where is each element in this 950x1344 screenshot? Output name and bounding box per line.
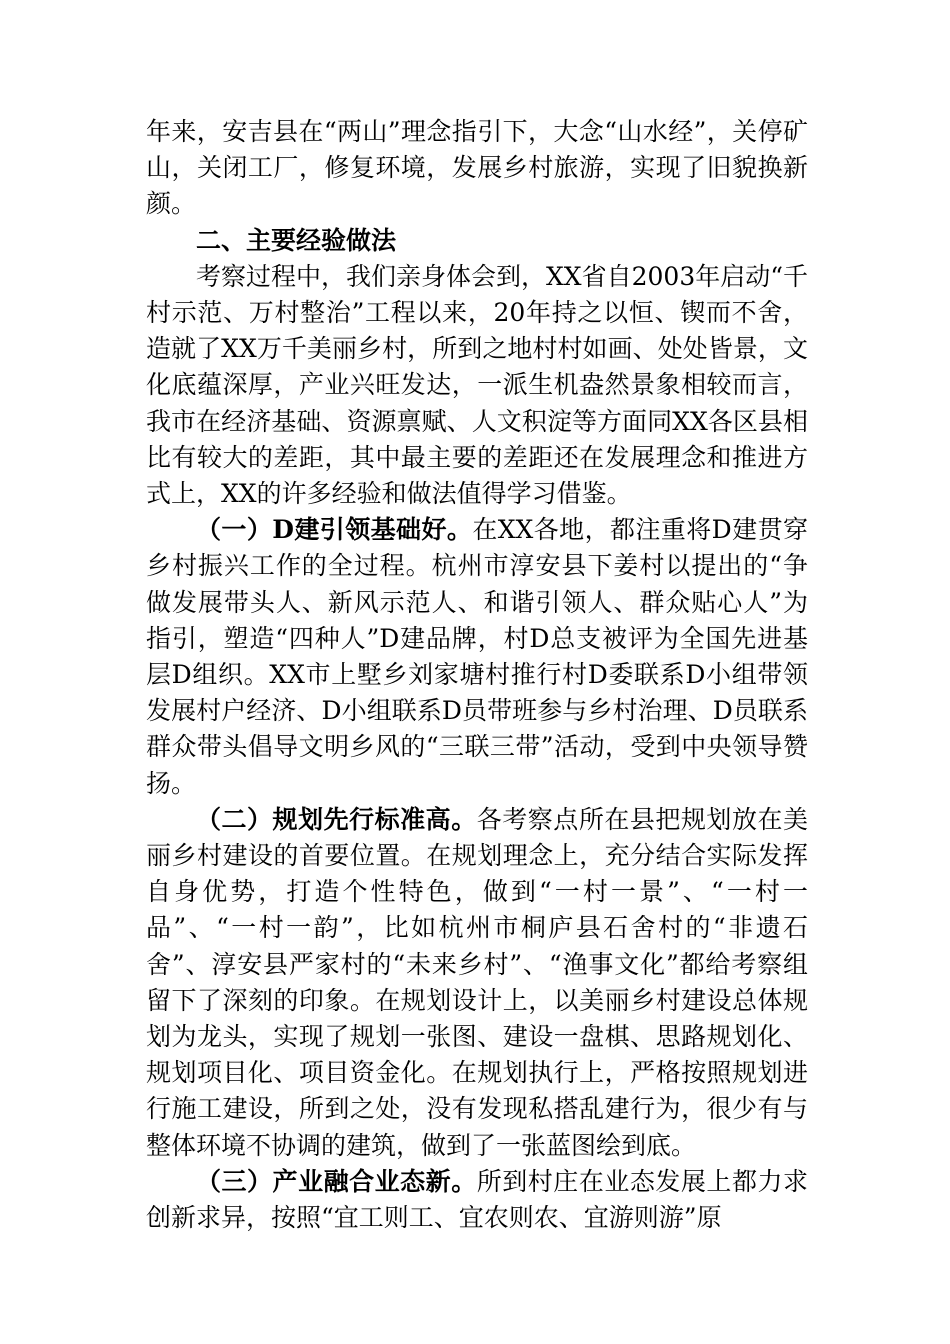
paragraph-overview: 考察过程中，我们亲身体会到，XX省自2003年启动“千村示范、万村整治”工程以来，20年持之以恒、锲而不舍，造就了XX万千美丽乡村，所到之地村村如画、处处皆景，文化底蕴深厚，产业兴旺发达，一派生机盎然景象相较而言，我市在经济基础、资源禀赋、人文积淀等方面同XX各区县相比有较大的差距，其中最主要的差距还在发展理念和推进方式上，XX的许多经验和做法值得学习借鉴。 (146, 261, 809, 509)
paragraph-item-1 (146, 512, 808, 802)
item-2-body: 各考察点所在县把规划放在美丽乡村建设的首要位置。在规划理念上，充分结合实际发挥自身优势，打造个性特色，做到“一村一景”、“一村一品”、“一村一韵”，比如杭州市桐庐县石舍村的“非遗石舍”、淳安县严家村的“未来乡村”、“渔事文化”都给考察组留下了深刻的印象。在规划设计上，以美丽乡村建设总体规划为龙头，实现了规划一张图、建设一盘棋、思路规划化、规划项目化、项目资金化。在规划执行上，严格按照规划进行施工建设，所到之处，没有发现私搭乱建行为，很少有与整体环境不协调的建筑，做到了一张蓝图绘到底。 (146, 804, 808, 1160)
item-1-body: 在XX各地，都注重将D建贯穿乡村振兴工作的全过程。杭州市淳安县下姜村以提出的“争做发展带头人、新风示范人、和谐引领人、群众贴心人”为指引，塑造“四种人”D建品牌，村D总支被评为全国先进基层D组织。XX市上墅乡刘家塘村推行村D委联系D小组带领发展村户经济、D小组联系D员带班参与乡村治理、D员联系群众带头倡导文明乡风的“三联三带”活动，受到中央领导赞扬。 (146, 515, 808, 798)
paragraph-item-3 (146, 1164, 808, 1236)
item-3-lead: （三）产业融合业态新。 (196, 1166, 477, 1196)
item-1-lead: （一）D建引领基础好。 (196, 515, 473, 545)
paragraph-item-2 (146, 802, 808, 1164)
document-page (146, 114, 808, 1236)
section-heading: 二、主要经验做法 (196, 225, 397, 255)
paragraph-intro: 年来，安吉县在“两山”理念指引下，大念“山水经”，关停矿山，关闭工厂，修复环境，发展乡村旅游，实现了旧貌换新颜。 (146, 117, 808, 219)
item-2-lead: （二）规划先行标准高。 (196, 804, 477, 834)
item-3-body: 所到村庄在业态发展上都力求创新求异，按照“宜工则工、宜农则农、宜游则游”原 (146, 1166, 808, 1233)
